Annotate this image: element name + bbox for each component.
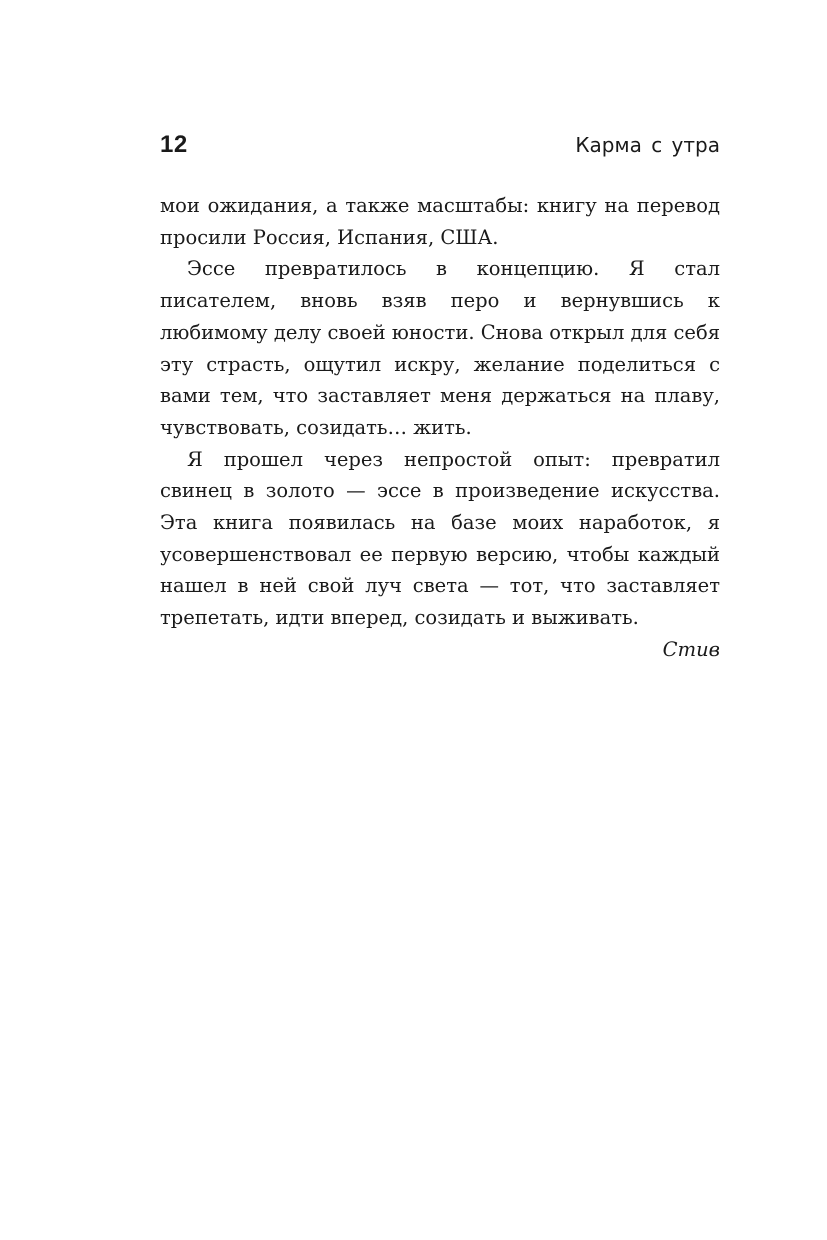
signature: Стив [662,637,720,661]
running-title: Карма с утра [575,133,720,157]
page-header [160,128,720,164]
paragraph-3: Я прошел через непростой опыт: превратил свинец в золото — эссе в произведение искусства. Эта книга появилась на базе моих наработок, я усовершенствовал ее первую версию, чтобы каждый нашел в ней свой луч света — тот, что заставляет трепетать, идти вперед, созидать и выживать. [160,447,720,630]
paragraph-2: Эссе превратилось в концепцию. Я стал писателем, вновь взяв перо и вернувшись к любимому делу своей юности. Снова открыл для себя эту страсть, ощутил искру, желание поделиться с вами тем, что заставляет меня держаться на плаву, чувствовать, созидать… жить. [160,257,720,439]
body-text [160,190,720,666]
page-number: 12 [160,131,188,158]
paragraph-1: мои ожидания, а также масштабы: книгу на перевод просили Россия, Испания, США. [160,194,720,249]
